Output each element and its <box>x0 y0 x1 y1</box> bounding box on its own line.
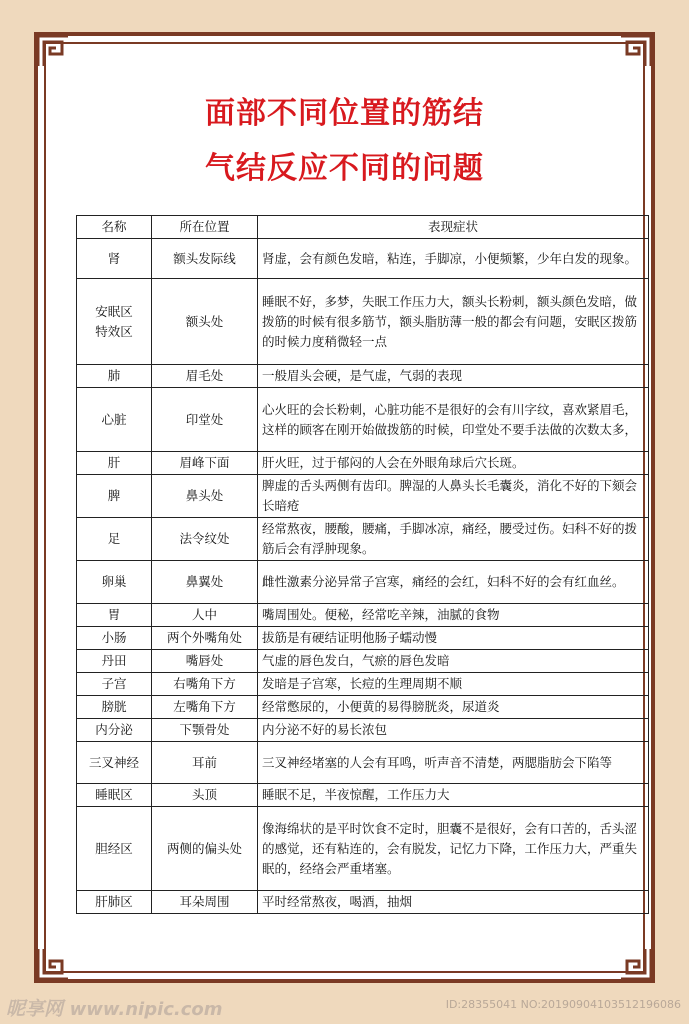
table-row <box>77 518 649 561</box>
cell-symptoms: 拔筋是有硬结证明他肠子蠕动慢 <box>258 627 649 650</box>
cell-symptoms: 气虚的唇色发白，气瘀的唇色发暗 <box>258 650 649 673</box>
table-row <box>77 452 649 475</box>
cell-name: 安眠区 特效区 <box>77 279 152 365</box>
cell-symptoms: 像海绵状的是平时饮食不定时，胆囊不是很好，会有口苦的，舌头涩的感觉，还有粘连的，会有脱发，记忆力下降，工作压力大，严重失眠的，经络会严重堵塞。 <box>258 807 649 891</box>
cell-name: 丹田 <box>77 650 152 673</box>
cell-location: 鼻头处 <box>152 475 258 518</box>
cell-name: 内分泌 <box>77 719 152 742</box>
table-row <box>77 365 649 388</box>
table-row <box>77 719 649 742</box>
cell-symptoms: 嘴周围处。便秘，经常吃辛辣，油腻的食物 <box>258 604 649 627</box>
corner-ornament-top-left <box>36 34 70 68</box>
watermark-brand: 昵享网 <box>6 998 64 1020</box>
cell-symptoms: 内分泌不好的易长浓包 <box>258 719 649 742</box>
corner-ornament-top-right <box>619 34 653 68</box>
cell-name: 三叉神经 <box>77 742 152 784</box>
header-location: 所在位置 <box>152 216 258 239</box>
cell-symptoms: 肝火旺，过于郁闷的人会在外眼角球后穴长斑。 <box>258 452 649 475</box>
cell-symptoms: 肾虚，会有颜色发暗，粘连，手脚凉，小便频繁，少年白发的现象。 <box>258 239 649 279</box>
cell-location: 眉毛处 <box>152 365 258 388</box>
cell-location: 人中 <box>152 604 258 627</box>
table-row <box>77 604 649 627</box>
cell-location: 印堂处 <box>152 388 258 452</box>
cell-name: 肾 <box>77 239 152 279</box>
table-row <box>77 673 649 696</box>
table-row <box>77 696 649 719</box>
table-row <box>77 388 649 452</box>
cell-symptoms: 发暗是子宫寒，长痘的生理周期不顺 <box>258 673 649 696</box>
header-name: 名称 <box>77 216 152 239</box>
cell-symptoms: 一般眉头会硬，是气虚，气弱的表现 <box>258 365 649 388</box>
watermark-id: ID:28355041 NO:20190904103512196086 <box>445 998 681 1011</box>
corner-ornament-bottom-left <box>36 947 70 981</box>
table-row <box>77 650 649 673</box>
table-row <box>77 627 649 650</box>
cell-symptoms: 雌性激素分泌异常子宫寒，痛经的会红，妇科不好的会有红血丝。 <box>258 561 649 604</box>
table-row <box>77 742 649 784</box>
cell-symptoms: 睡眠不足，半夜惊醒，工作压力大 <box>258 784 649 807</box>
cell-location: 下颚骨处 <box>152 719 258 742</box>
table-row <box>77 475 649 518</box>
table-header-row <box>77 216 649 239</box>
table-row <box>77 561 649 604</box>
cell-location: 耳前 <box>152 742 258 784</box>
header-symptoms: 表现症状 <box>258 216 649 239</box>
page-title-line-1: 面部不同位置的筋结 <box>205 96 484 131</box>
cell-location: 左嘴角下方 <box>152 696 258 719</box>
cell-symptoms: 脾虚的舌头两侧有齿印。脾湿的人鼻头长毛囊炎，消化不好的下颏会长暗疮 <box>258 475 649 518</box>
cell-location: 头顶 <box>152 784 258 807</box>
cell-name: 心脏 <box>77 388 152 452</box>
cell-symptoms: 三叉神经堵塞的人会有耳鸣，听声音不清楚，两腮脂肪会下陷等 <box>258 742 649 784</box>
table-row <box>77 891 649 914</box>
page-title-line-2: 气结反应不同的问题 <box>205 151 484 186</box>
table-row <box>77 239 649 279</box>
cell-location: 两个外嘴角处 <box>152 627 258 650</box>
cell-location: 右嘴角下方 <box>152 673 258 696</box>
cell-symptoms: 睡眠不好，多梦，失眠工作压力大，额头长粉刺，额头颜色发暗，做拨筋的时候有很多筋节，额头脂肪薄一般的都会有问题，安眠区拨筋的时候力度稍微轻一点 <box>258 279 649 365</box>
cell-location: 两侧的偏头处 <box>152 807 258 891</box>
cell-name: 睡眠区 <box>77 784 152 807</box>
table-row <box>77 279 649 365</box>
cell-name: 小肠 <box>77 627 152 650</box>
table-body <box>77 239 649 914</box>
cell-symptoms: 平时经常熬夜，喝酒，抽烟 <box>258 891 649 914</box>
symptom-table <box>76 215 649 914</box>
cell-symptoms: 心火旺的会长粉刺，心脏功能不是很好的会有川字纹，喜欢紧眉毛，这样的顾客在刚开始做拨筋的时候，印堂处不要手法做的次数太多， <box>258 388 649 452</box>
watermark-logo <box>6 994 223 1021</box>
cell-name: 胃 <box>77 604 152 627</box>
cell-name: 卵巢 <box>77 561 152 604</box>
cell-location: 嘴唇处 <box>152 650 258 673</box>
watermark-url: www.nipic.com <box>69 999 223 1020</box>
cell-name: 肝 <box>77 452 152 475</box>
cell-name: 肺 <box>77 365 152 388</box>
table-row <box>77 807 649 891</box>
cell-location: 额头处 <box>152 279 258 365</box>
corner-ornament-bottom-right <box>619 947 653 981</box>
cell-symptoms: 经常熬夜，腰酸，腰痛，手脚冰凉，痛经，腰受过伤。妇科不好的拨筋后会有浮肿现象。 <box>258 518 649 561</box>
cell-name: 肝肺区 <box>77 891 152 914</box>
cell-symptoms: 经常憋尿的，小便黄的易得膀胱炎，尿道炎 <box>258 696 649 719</box>
cell-location: 额头发际线 <box>152 239 258 279</box>
cell-location: 鼻翼处 <box>152 561 258 604</box>
cell-name: 膀胱 <box>77 696 152 719</box>
cell-location: 眉峰下面 <box>152 452 258 475</box>
table-row <box>77 784 649 807</box>
cell-name: 足 <box>77 518 152 561</box>
cell-location: 法令纹处 <box>152 518 258 561</box>
cell-name: 胆经区 <box>77 807 152 891</box>
cell-location: 耳朵周围 <box>152 891 258 914</box>
cell-name: 子宫 <box>77 673 152 696</box>
cell-name: 脾 <box>77 475 152 518</box>
